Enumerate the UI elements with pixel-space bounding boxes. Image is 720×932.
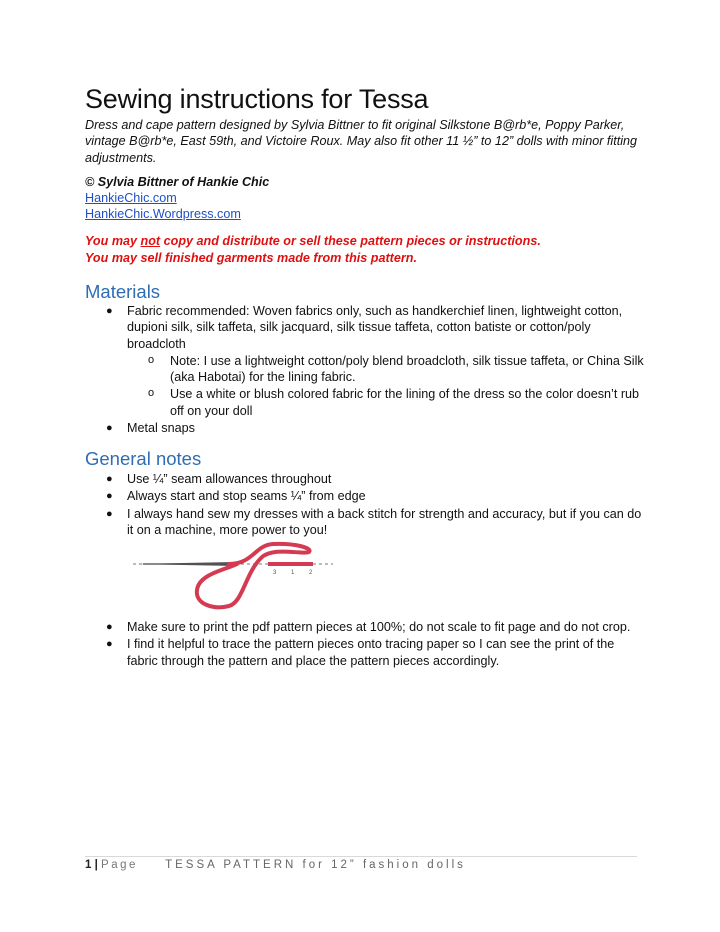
list-item: ● Metal snaps — [106, 421, 195, 436]
stitch-label-3: 3 — [273, 570, 277, 576]
list-item: ● Fabric recommended: Woven fabrics only, such as handkerchief linen, lightweight cotton, dupioni silk, silk taffeta, silk jacquard, silk tissue taffeta, cotton batiste or cotton/poly broadcloth — [106, 304, 623, 351]
bullet-icon: ● — [106, 638, 113, 651]
warning-line-2: You may sell finished garments made from this pattern. — [85, 250, 417, 265]
list-item: ● Use ¼” seam allowances throughout — [106, 472, 332, 486]
list-item: ● Make sure to print the pdf pattern pieces at 100%; do not scale to fit page and do not crop. — [106, 620, 631, 634]
bullet-icon: ● — [106, 621, 113, 633]
footer-separator: | — [94, 859, 98, 871]
bullet-icon: ● — [106, 305, 113, 317]
page-number: 1 — [85, 859, 92, 871]
general-notes-list-b — [85, 619, 645, 670]
bullet-icon: ● — [106, 422, 113, 435]
page-footer — [85, 859, 466, 871]
footer-divider — [85, 856, 637, 857]
link-hankiechic[interactable]: HankieChic.com — [85, 191, 177, 205]
bullet-icon: ● — [106, 473, 113, 485]
list-item: ● I always hand sew my dresses with a back stitch for strength and accuracy, but if you can do it on a machine, more power to you! — [106, 506, 642, 537]
warning-text — [85, 233, 665, 266]
warning-line-1: You may not copy and distribute or sell these pattern pieces or instructions. — [85, 234, 541, 248]
circle-bullet-icon: o — [148, 353, 155, 366]
materials-list — [85, 303, 645, 437]
stitch-label-1: 1 — [291, 570, 295, 576]
bullet-icon: ● — [106, 490, 113, 503]
copyright: © Sylvia Bittner of Hankie Chic — [85, 175, 270, 189]
footer-title: TESSA PATTERN for 12” fashion dolls — [165, 859, 466, 871]
stitch-label-2: 2 — [309, 570, 313, 576]
materials-heading: Materials — [85, 281, 161, 302]
subtitle: Dress and cape pattern designed by Sylvia Bittner to fit original Silkstone B@rb*e, Poppy Parker, vintage B@rb*e, East 59th, and Victoire Roux. May also fit other 11 ½” to 12” dolls with minor fitting adjustments. — [85, 118, 638, 165]
list-item: o Note: I use a lightweight cotton/poly blend broadcloth, silk tissue taffeta, or China Silk (aka Habotai) for the lining fabric. — [148, 353, 644, 385]
page-label: Page — [101, 859, 138, 871]
page-title: Sewing instructions for Tessa — [85, 84, 429, 114]
circle-bullet-icon: o — [148, 387, 155, 400]
link-wordpress[interactable]: HankieChic.Wordpress.com — [85, 207, 241, 221]
list-item: ● Always start and stop seams ¼” from edge — [106, 489, 366, 504]
list-item: o Use a white or blush colored fabric for the lining of the dress so the color doesn’t rub off on your doll — [148, 387, 640, 418]
general-notes-list-a — [85, 471, 645, 539]
list-item: ● I find it helpful to trace the pattern pieces onto tracing paper so I can see the print of the fabric through the pattern and place the pattern pieces accordingly. — [106, 637, 615, 668]
bullet-icon: ● — [106, 507, 113, 520]
general-notes-heading: General notes — [85, 448, 202, 469]
back-stitch-illustration — [133, 540, 333, 610]
warning-not: not — [140, 234, 161, 248]
